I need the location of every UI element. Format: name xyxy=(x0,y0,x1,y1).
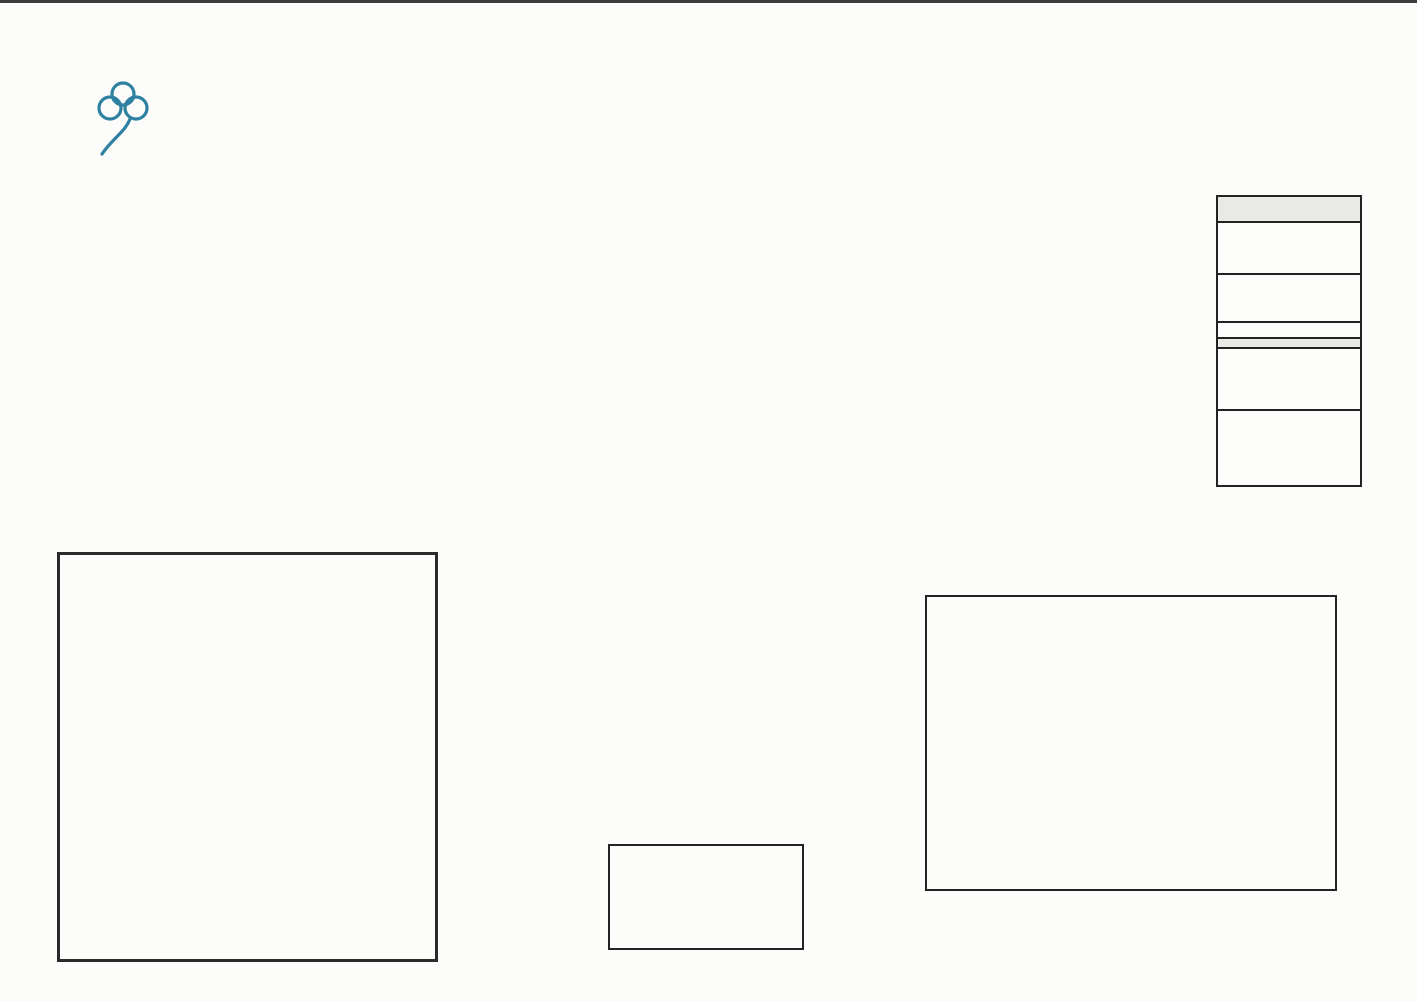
clover-logo-icon xyxy=(92,78,152,158)
scan-edge-line xyxy=(0,0,1417,3)
kommunalunternehmen-panel xyxy=(1216,337,1362,487)
eigenbetriebe-title xyxy=(1216,195,1362,223)
footnotes-panel xyxy=(57,552,438,962)
personalvertretung-panel xyxy=(608,844,804,950)
eigenbetriebe-empty-cell xyxy=(1216,273,1362,324)
eigenbetriebe-entry xyxy=(1216,221,1362,275)
beteiligungen-panel xyxy=(925,595,1337,891)
eigenbetriebe-panel xyxy=(1216,195,1362,324)
kommunalunternehmen-entry-kommunalbit xyxy=(1216,409,1362,487)
kommunalunternehmen-entry-klinikum xyxy=(1216,347,1362,411)
